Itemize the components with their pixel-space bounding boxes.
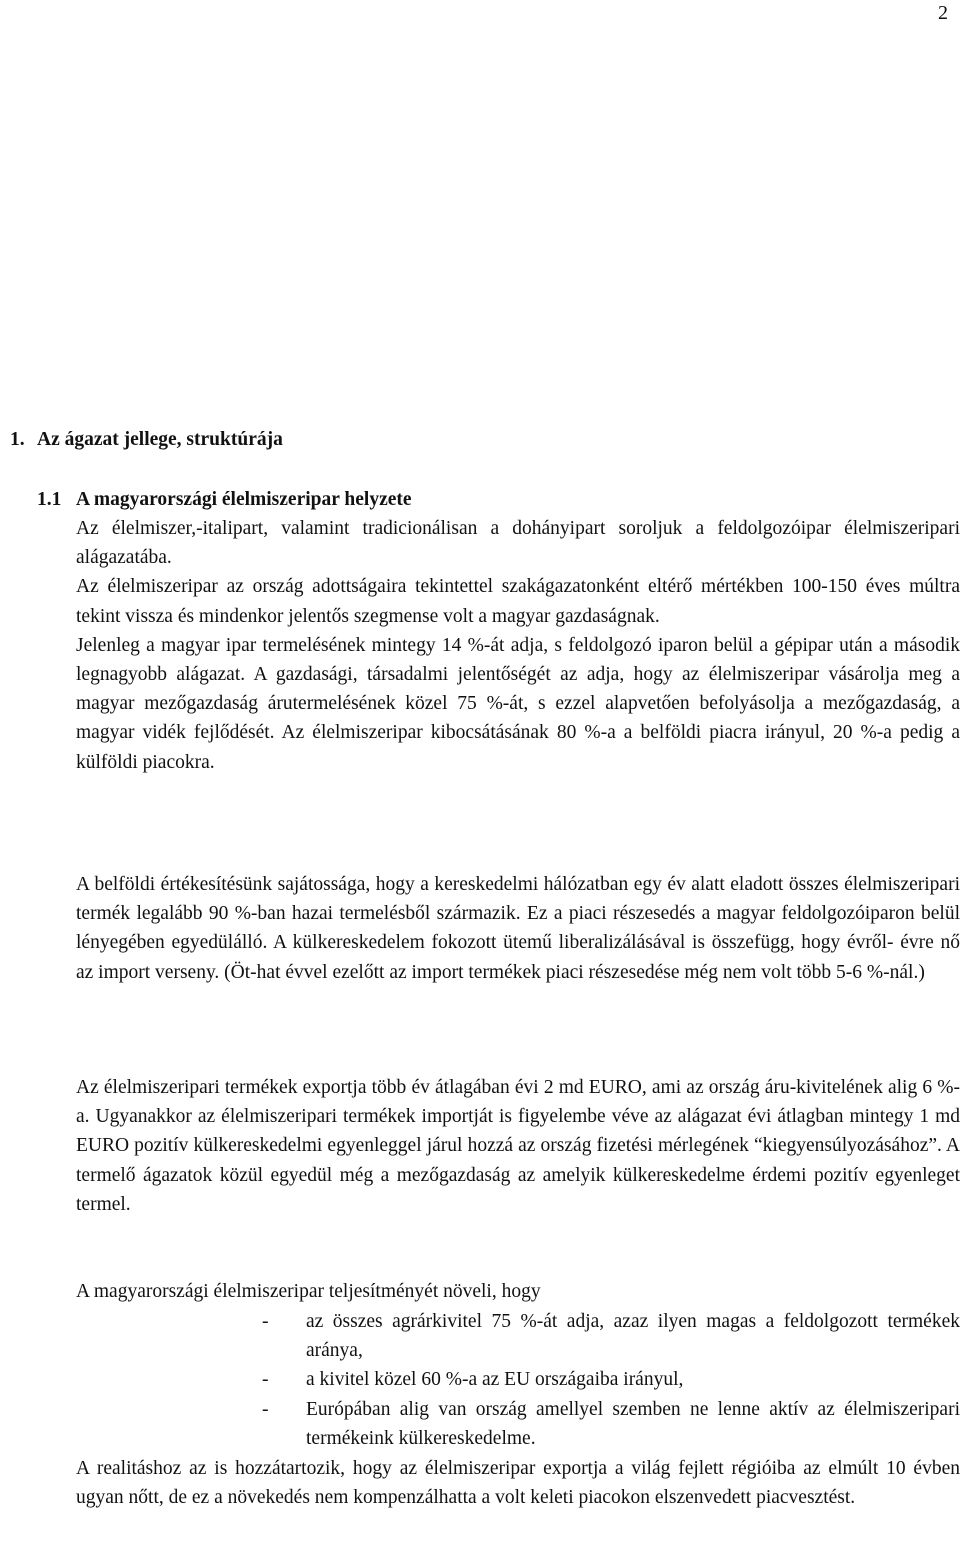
performance-list (262, 1307, 960, 1453)
paragraph-domestic-sales: A belföldi értékesítésünk sajátossága, hogy a kereskedelmi hálózatban egy év alatt eladott összes élelmiszeripari termék legalább 90 %-ban hazai termelésből származik. Ez a piaci részesedés a magyar feldolgozóiparon belül lényegében egyedülálló. A külkereskedelem fokozott ütemű liberalizálásával is összefügg, hogy évről- évre nő az import verseny. (Öt-hat évvel ezelőtt az import termékek piaci részesedése még nem volt több 5-6 %-nál.) (76, 874, 960, 983)
paragraph-scope: Az élelmiszer,-italipart, valamint tradicionálisan a dohányipart soroljuk a feldolgozóipar élelmiszeripari alágazatába. (76, 518, 960, 569)
subsection-title: A magyarországi élelmiszeripar helyzete (76, 489, 412, 510)
paragraph-export: Az élelmiszeripari termékek exportja több év átlagában évi 2 md EURO, ami az ország áru-kivitelének alig 6 %-a. Ugyanakkor az élelmiszeripari termékek importját is figyelembe véve az alágazat évi átlagban mintegy 1 md EURO pozitív külkereskedelmi egyenleggel járul hozzá az ország fizetési mérlegének “kiegyensúlyozásához”. A termelő ágazatok közül egyedül még a mezőgazdaság az amelyik külkereskedelme érdemi pozitív egyenleget termel. (76, 1077, 960, 1215)
list-marker: - (262, 1398, 269, 1420)
list-marker: - (262, 1369, 269, 1391)
list-item-text: a kivitel közel 60 %-a az EU országaiba irányul, (306, 1369, 684, 1391)
section-title: Az ágazat jellege, struktúrája (37, 429, 283, 450)
paragraph-history: Az élelmiszeripar az ország adottságaira tekintettel szakágazatonként eltérő mértékben 100-150 éves múltra tekint vissza és mindenkor jelentős szegmense volt a magyar gazdaságnak. (76, 576, 960, 627)
list-item (262, 1365, 960, 1394)
list-item-text: az összes agrárkivitel 75 %-át adja, azaz ilyen magas a feldolgozott termékek aránya, (306, 1311, 960, 1362)
paragraph-reality: A realitáshoz az is hozzátartozik, hogy az élelmiszeripar exportja a világ fejlett régióiba az elmúlt 10 évben ugyan nőtt, de ez a növekedés nem kompenzálhatta a volt keleti piacokon elszenvedett piacvesztést. (76, 1458, 960, 1509)
text-block-intro (76, 514, 960, 777)
paragraph-performance-intro: A magyarországi élelmiszeripar teljesítményét növeli, hogy (76, 1281, 541, 1302)
section-number: 1. (10, 429, 25, 450)
page-number: 2 (938, 2, 948, 24)
list-item (262, 1395, 960, 1453)
paragraph-significance: Jelenleg a magyar ipar termelésének mintegy 14 %-át adja, s feldolgozó iparon belül a gépipar után a második legnagyobb alágazat. A gazdasági, társadalmi jelentőségét az adja, hogy az élelmiszeripar vásárolja meg a magyar mezőgazdaság árutermelésének közel 75 %-át, s ezzel alapvetően befolyásolja a mezőgazdaság, a magyar vidék fejlődését. Az élelmiszeripar kibocsátásának 80 %-a a belföldi piacra irányul, 20 %-a pedig a külföldi piacokra. (76, 634, 960, 773)
list-item (262, 1307, 960, 1365)
list-item-text: Európában alig van ország amellyel szemben ne lenne aktív az élelmiszeripari termékeink külkereskedelme. (306, 1398, 960, 1449)
subsection-number: 1.1 (37, 489, 62, 510)
list-marker: - (262, 1311, 269, 1332)
